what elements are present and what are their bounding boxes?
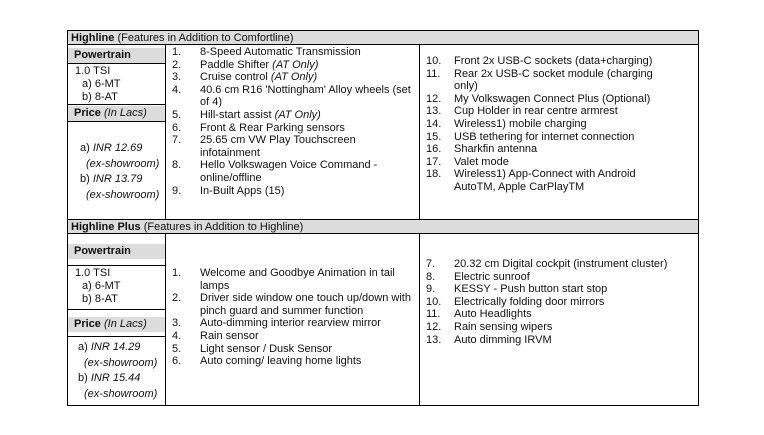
price-item (78, 371, 157, 387)
feature-number: 8. (426, 270, 436, 283)
feature-item (420, 334, 670, 347)
feature-text: Driver side window one touch up/down with pinch guard and summer function (200, 292, 411, 317)
feature-item (166, 267, 416, 292)
highline-powertrain-label: Powertrain (68, 48, 165, 63)
feature-text: Wireless1) mobile charging (454, 117, 587, 130)
feature-text: 8-Speed Automatic Transmission (200, 46, 361, 58)
divider (68, 309, 165, 310)
feature-text: Cup Holder in rear centre armrest (454, 105, 618, 118)
transmission-value: 8-AT (94, 91, 118, 103)
feature-number: 9. (172, 184, 182, 197)
feature-number: 4. (172, 83, 182, 96)
transmission-item (82, 280, 121, 293)
highline-price-list (80, 141, 159, 203)
feature-number: 2. (172, 58, 182, 71)
feature-number: 6. (172, 355, 182, 368)
feature-note: (AT Only) (274, 108, 321, 121)
divider (68, 104, 165, 105)
highline-plus-title: Highline Plus (71, 221, 141, 233)
feature-item (420, 105, 670, 118)
divider (68, 63, 165, 64)
feature-text: Paddle Shifter (200, 58, 273, 71)
transmission-index: b) (82, 91, 92, 103)
feature-number: 11. (426, 67, 441, 80)
feature-text: Electrically folding door mirrors (454, 295, 605, 308)
price-value: INR 15.44 (90, 372, 141, 384)
feature-note: (AT Only) (270, 71, 318, 84)
feature-number: 18. (426, 168, 442, 181)
price-item (80, 172, 159, 188)
price-index: a) (78, 341, 88, 353)
highline-plus-price-list (78, 340, 157, 402)
transmission-value: 8-AT (94, 293, 118, 305)
feature-text: Rain sensor (200, 329, 259, 342)
price-index: a) (80, 142, 90, 154)
feature-text: Front & Rear Parking sensors (200, 121, 345, 134)
feature-number: 3. (172, 71, 182, 84)
feature-item (420, 55, 670, 68)
price-item (80, 141, 159, 157)
feature-text: Wireless1) App-Connect with Android AutoTM, Apple CarPlayTM (454, 168, 636, 193)
feature-item (420, 283, 670, 296)
transmission-item (82, 293, 121, 306)
highline-transmission-list (82, 78, 121, 104)
feature-item (166, 292, 416, 317)
feature-text: My Volkswagen Connect Plus (Optional) (454, 92, 651, 105)
feature-item (166, 71, 416, 84)
feature-table (67, 30, 699, 406)
highline-plus-price-label: Price (In Lacs) (68, 317, 165, 332)
feature-item (166, 317, 416, 330)
feature-item (420, 156, 670, 169)
feature-item (420, 118, 670, 131)
highline-features-right (420, 55, 670, 194)
price-note: (ex-showroom) (86, 157, 160, 170)
transmission-item (82, 91, 121, 104)
feature-text: USB tethering for internet connection (454, 130, 635, 143)
feature-text: Auto coming/ leaving home lights (200, 355, 362, 368)
feature-item (420, 131, 670, 144)
feature-item (420, 258, 670, 271)
feature-text: Sharkfin antenna (454, 143, 538, 156)
divider (68, 265, 165, 266)
price-value: INR 13.79 (92, 173, 143, 185)
feature-item (166, 122, 416, 135)
price-index: b) (78, 372, 88, 384)
feature-number: 5. (172, 108, 182, 121)
feature-item (166, 343, 416, 356)
feature-number: 10. (426, 55, 442, 67)
feature-number: 15. (426, 130, 442, 143)
highline-plus-features-left (166, 267, 416, 368)
feature-text: Valet mode (454, 155, 509, 168)
feature-number: 13. (426, 333, 442, 346)
highline-header (68, 31, 698, 45)
feature-number: 2. (172, 292, 182, 305)
price-value: INR 14.29 (90, 341, 141, 353)
price-note: (ex-showroom) (84, 387, 158, 400)
transmission-index: a) (82, 78, 92, 90)
transmission-value: 6-MT (94, 78, 121, 90)
feature-item (166, 59, 416, 72)
feature-item (166, 46, 416, 59)
feature-item (166, 84, 416, 109)
feature-number: 4. (172, 329, 182, 342)
feature-text: In-Built Apps (15) (200, 184, 285, 197)
highline-features-left (166, 46, 416, 197)
price-item (78, 340, 157, 356)
feature-text: Front 2x USB-C sockets (data+charging) (454, 55, 653, 67)
feature-number: 1. (172, 267, 182, 279)
feature-text: 20.32 cm Digital cockpit (instrument cluster) (454, 258, 668, 270)
feature-item (166, 134, 416, 159)
feature-text: Auto Headlights (454, 308, 532, 321)
feature-text: Auto-dimming interior rearview mirror (200, 317, 381, 330)
feature-text: Hill-start assist (200, 108, 275, 121)
feature-number: 6. (172, 121, 182, 134)
feature-item (166, 109, 416, 122)
feature-text: Electric sunroof (454, 270, 530, 283)
feature-item (166, 355, 416, 368)
feature-text: Auto dimming IRVM (454, 333, 552, 346)
feature-number: 17. (426, 155, 442, 168)
feature-text: Welcome and Goodbye Animation in tail lamps (200, 267, 395, 292)
transmission-index: b) (82, 293, 92, 305)
feature-item (420, 271, 670, 284)
feature-item (420, 93, 670, 106)
feature-number: 9. (426, 283, 436, 296)
divider (68, 336, 165, 337)
feature-number: 5. (172, 342, 182, 355)
transmission-value: 6-MT (94, 280, 121, 292)
feature-number: 1. (172, 46, 182, 58)
feature-number: 12. (426, 320, 442, 333)
feature-note: (AT Only) (272, 58, 319, 71)
feature-number: 8. (172, 159, 182, 172)
feature-number: 7. (426, 258, 436, 270)
feature-item (420, 143, 670, 156)
feature-item (420, 68, 670, 93)
feature-text: Light sensor / Dusk Sensor (200, 342, 333, 355)
feature-number: 10. (426, 295, 442, 308)
feature-text: Rain sensing wipers (454, 320, 553, 333)
transmission-index: a) (82, 280, 92, 292)
feature-number: 7. (172, 134, 182, 147)
price-index: b) (80, 173, 90, 185)
highline-plus-engine: 1.0 TSI (75, 267, 111, 279)
feature-text: 25.65 cm VW Play Touchscreen infotainment (200, 134, 356, 159)
highline-plus-header (68, 220, 698, 234)
divider (68, 121, 165, 122)
highline-plus-subtitle: (Features in Addition to Highline) (140, 221, 304, 233)
feature-item (420, 308, 670, 321)
feature-number: 16. (426, 143, 442, 156)
highline-subtitle: (Features in Addition to Comfortline) (114, 32, 294, 44)
feature-item (420, 296, 670, 309)
feature-number: 13. (426, 105, 442, 118)
price-note: (ex-showroom) (84, 356, 158, 369)
feature-text: KESSY - Push button start stop (454, 283, 608, 296)
feature-number: 3. (172, 317, 182, 330)
feature-number: 11. (426, 308, 441, 321)
price-note: (ex-showroom) (86, 188, 160, 201)
feature-text: Rear 2x USB-C socket module (charging only) (454, 67, 653, 93)
feature-item (420, 321, 670, 334)
feature-text: 40.6 cm R16 'Nottingham' Alloy wheels (set of 4) (200, 83, 411, 109)
feature-text: Cruise control (200, 71, 271, 84)
feature-item (420, 168, 670, 193)
feature-item (166, 185, 416, 198)
highline-engine: 1.0 TSI (75, 65, 111, 77)
transmission-item (82, 78, 121, 91)
feature-number: 14. (426, 117, 442, 130)
feature-item (166, 330, 416, 343)
price-value: INR 12.69 (92, 142, 143, 154)
highline-plus-transmission-list (82, 280, 121, 306)
feature-item (166, 159, 416, 184)
feature-number: 12. (426, 92, 442, 105)
highline-plus-features-right (420, 258, 670, 346)
highline-title: Highline (71, 32, 115, 44)
highline-price-label: Price (In Lacs) (68, 106, 165, 121)
feature-text: Hello Volkswagen Voice Command - online/offline (200, 159, 378, 184)
highline-plus-powertrain-label: Powertrain (68, 244, 165, 259)
